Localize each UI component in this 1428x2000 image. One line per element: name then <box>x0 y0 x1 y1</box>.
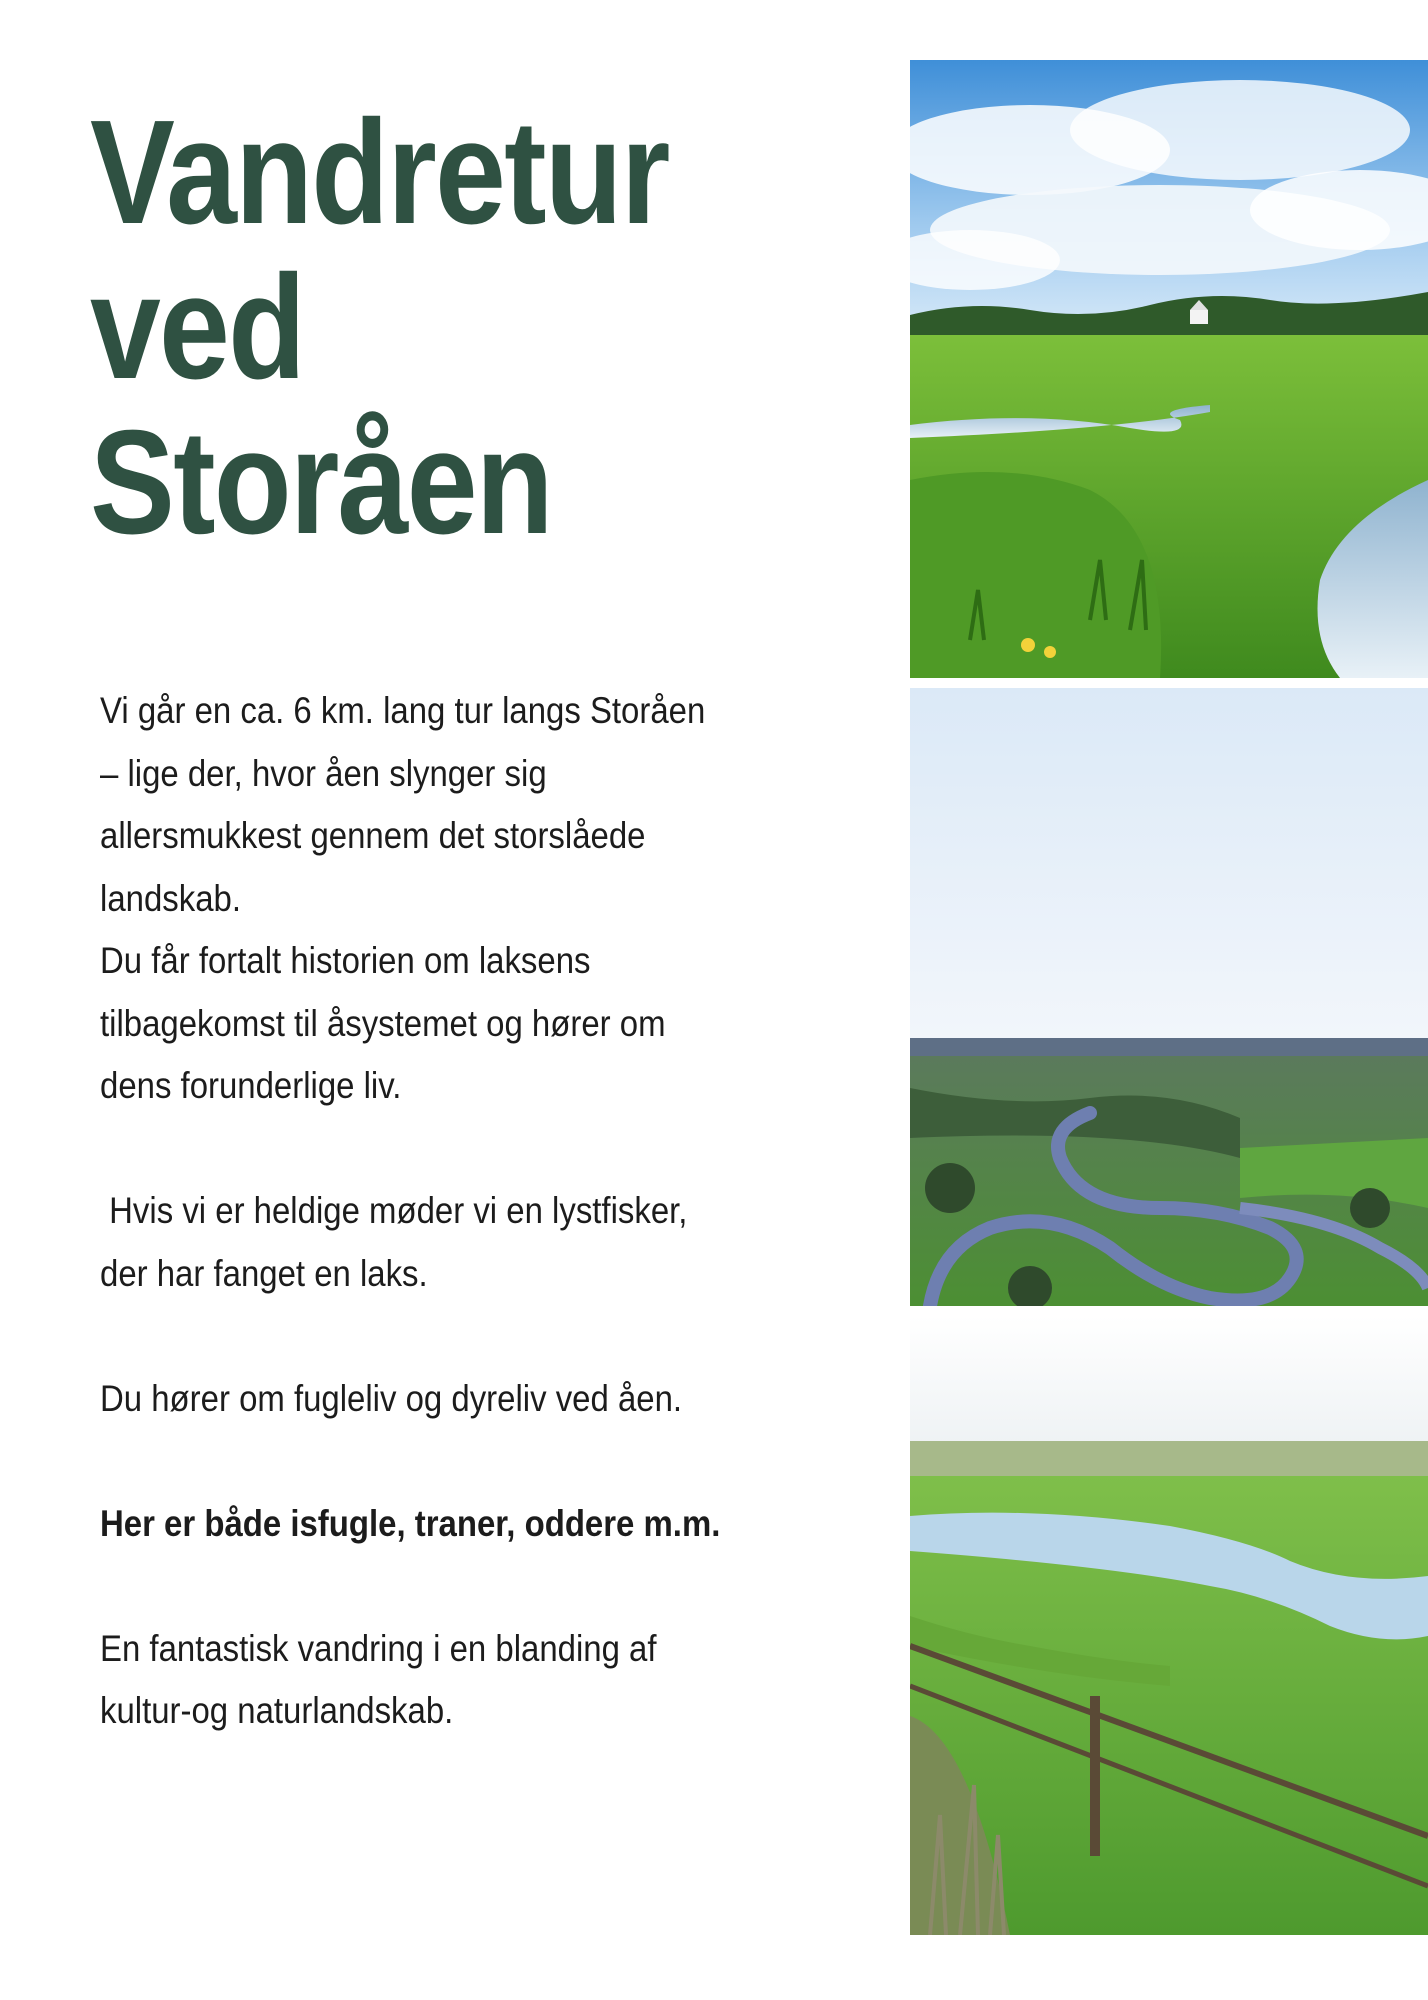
page-title <box>90 90 744 565</box>
paragraph-wildlife: Du hører om fugleliv og dyreliv ved åen. <box>100 1377 683 1419</box>
description <box>100 680 759 1743</box>
title-line-2: ved <box>90 245 305 410</box>
title-line-3: Storåen <box>90 400 552 565</box>
text-line: landskab. <box>100 877 241 919</box>
text-line: En fantastisk vandring i en blanding af <box>100 1627 657 1669</box>
river-valley-photo <box>910 688 1428 1306</box>
text-line: tilbagekomst til åsystemet og hører om <box>100 1002 666 1044</box>
text-line: – lige der, hvor åen slynger sig <box>100 752 547 794</box>
text-line: Vi går en ca. 6 km. lang tur langs Storåen <box>100 690 706 731</box>
paragraph-intro <box>100 680 759 930</box>
text-line: dens forunderlige liv. <box>100 1065 402 1106</box>
paragraph-animals-highlight: Her er både isfugle, traner, oddere m.m. <box>100 1502 721 1544</box>
spacer <box>100 1118 759 1181</box>
paragraph-salmon <box>100 930 759 1118</box>
spacer <box>100 1305 759 1368</box>
text-line: Du får fortalt historien om laksens <box>100 940 591 981</box>
text-line: Hvis vi er heldige møder vi en lystfisker, <box>100 1190 688 1231</box>
river-reeds-photo <box>910 60 1428 678</box>
text-line: der har fanget en laks. <box>100 1252 428 1294</box>
paragraph-angler <box>100 1180 759 1305</box>
text-line: allersmukkest gennem det storslåede <box>100 815 646 856</box>
paragraph-closing <box>100 1618 759 1743</box>
meadow-fence-photo <box>910 1316 1428 1935</box>
spacer <box>100 1430 759 1493</box>
photo-column <box>910 60 1428 1935</box>
spacer <box>100 1555 759 1618</box>
text-line: kultur-og naturlandskab. <box>100 1690 454 1731</box>
title-line-1: Vandretur <box>90 90 669 255</box>
